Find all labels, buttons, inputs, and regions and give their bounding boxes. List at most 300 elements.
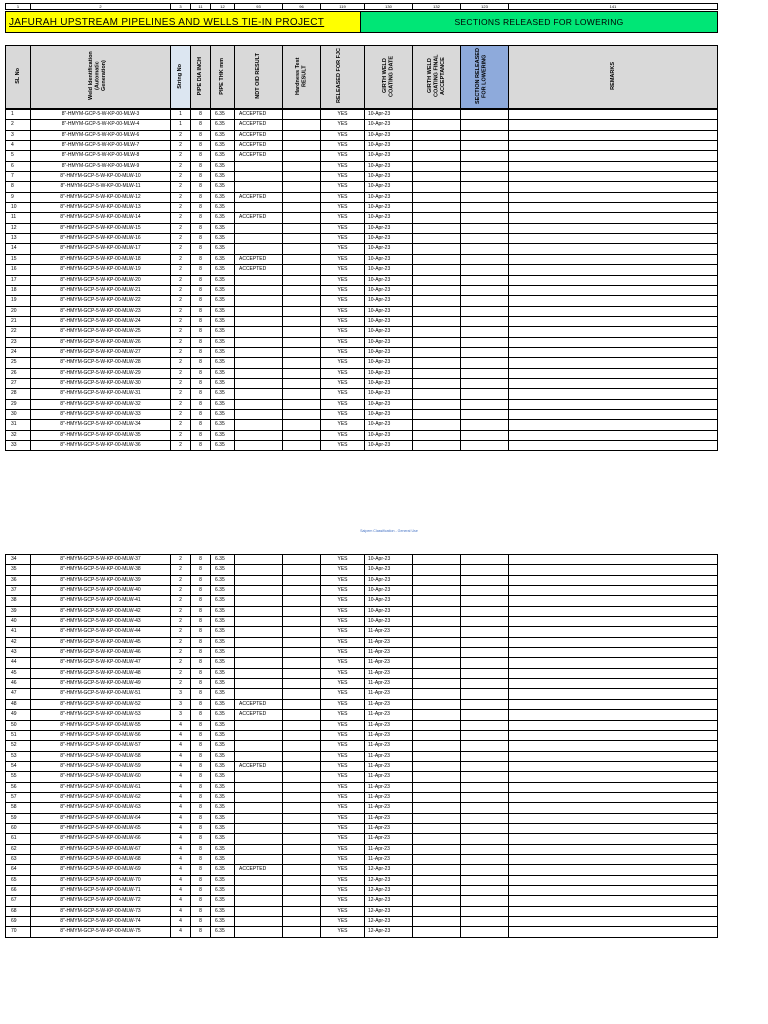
coating-date-cell[interactable]: 10-Apr-23 — [365, 203, 413, 213]
coating-date-cell[interactable]: 10-Apr-23 — [365, 565, 413, 575]
ndt-result-cell[interactable] — [235, 306, 283, 316]
pipe-dia-cell[interactable]: 8 — [191, 782, 211, 792]
string-no-cell[interactable]: 4 — [171, 844, 191, 854]
pipe-thk-cell[interactable]: 6.35 — [211, 606, 235, 616]
string-no-cell[interactable]: 2 — [171, 296, 191, 306]
ndt-result-cell[interactable] — [235, 772, 283, 782]
string-no-cell[interactable]: 4 — [171, 896, 191, 906]
sl-no-cell[interactable]: 50 — [6, 720, 31, 730]
pipe-dia-cell[interactable]: 8 — [191, 555, 211, 565]
pipe-dia-cell[interactable]: 8 — [191, 658, 211, 668]
ndt-result-cell[interactable] — [235, 337, 283, 347]
section-released-cell[interactable] — [461, 141, 509, 151]
hardness-cell[interactable] — [283, 182, 321, 192]
pipe-thk-cell[interactable]: 6.35 — [211, 648, 235, 658]
remarks-cell[interactable] — [509, 710, 718, 720]
released-fjc-cell[interactable]: YES — [321, 254, 365, 264]
pipe-thk-cell[interactable]: 6.35 — [211, 896, 235, 906]
remarks-cell[interactable] — [509, 316, 718, 326]
pipe-thk-cell[interactable]: 6.35 — [211, 710, 235, 720]
pipe-dia-cell[interactable]: 8 — [191, 854, 211, 864]
ndt-result-cell[interactable] — [235, 275, 283, 285]
weld-id-cell[interactable]: 8"-HMYM-GCP-5-W-KP-00-MLW-15 — [31, 223, 171, 233]
coating-date-cell[interactable]: 11-Apr-23 — [365, 834, 413, 844]
pipe-dia-cell[interactable]: 8 — [191, 917, 211, 927]
coating-date-cell[interactable]: 12-Apr-23 — [365, 917, 413, 927]
string-no-cell[interactable]: 2 — [171, 161, 191, 171]
pipe-thk-cell[interactable]: 6.35 — [211, 596, 235, 606]
section-released-cell[interactable] — [461, 606, 509, 616]
final-acceptance-cell[interactable] — [413, 699, 461, 709]
released-fjc-cell[interactable]: YES — [321, 927, 365, 937]
string-no-cell[interactable]: 4 — [171, 772, 191, 782]
weld-id-cell[interactable]: 8"-HMYM-GCP-5-W-KP-00-MLW-10 — [31, 172, 171, 182]
hardness-cell[interactable] — [283, 823, 321, 833]
released-fjc-cell[interactable]: YES — [321, 751, 365, 761]
final-acceptance-cell[interactable] — [413, 658, 461, 668]
string-no-cell[interactable]: 2 — [171, 586, 191, 596]
hardness-cell[interactable] — [283, 617, 321, 627]
ndt-result-cell[interactable] — [235, 409, 283, 419]
pipe-dia-cell[interactable]: 8 — [191, 285, 211, 295]
final-acceptance-cell[interactable] — [413, 244, 461, 254]
coating-date-cell[interactable]: 12-Apr-23 — [365, 886, 413, 896]
released-fjc-cell[interactable]: YES — [321, 327, 365, 337]
released-fjc-cell[interactable]: YES — [321, 575, 365, 585]
final-acceptance-cell[interactable] — [413, 772, 461, 782]
pipe-thk-cell[interactable]: 6.35 — [211, 886, 235, 896]
sl-no-cell[interactable]: 46 — [6, 679, 31, 689]
remarks-cell[interactable] — [509, 575, 718, 585]
string-no-cell[interactable]: 4 — [171, 761, 191, 771]
released-fjc-cell[interactable]: YES — [321, 710, 365, 720]
pipe-dia-cell[interactable]: 8 — [191, 234, 211, 244]
final-acceptance-cell[interactable] — [413, 234, 461, 244]
sl-no-cell[interactable]: 24 — [6, 347, 31, 357]
section-released-cell[interactable] — [461, 409, 509, 419]
released-fjc-cell[interactable]: YES — [321, 306, 365, 316]
remarks-cell[interactable] — [509, 141, 718, 151]
pipe-dia-cell[interactable]: 8 — [191, 120, 211, 130]
pipe-thk-cell[interactable]: 6.35 — [211, 296, 235, 306]
section-released-cell[interactable] — [461, 327, 509, 337]
final-acceptance-cell[interactable] — [413, 192, 461, 202]
remarks-cell[interactable] — [509, 689, 718, 699]
ndt-result-cell[interactable]: ACCEPTED — [235, 213, 283, 223]
released-fjc-cell[interactable]: YES — [321, 389, 365, 399]
released-fjc-cell[interactable]: YES — [321, 679, 365, 689]
weld-id-cell[interactable]: 8"-HMYM-GCP-5-W-KP-00-MLW-44 — [31, 627, 171, 637]
sl-no-cell[interactable]: 40 — [6, 617, 31, 627]
released-fjc-cell[interactable]: YES — [321, 668, 365, 678]
pipe-dia-cell[interactable]: 8 — [191, 378, 211, 388]
pipe-dia-cell[interactable]: 8 — [191, 368, 211, 378]
string-no-cell[interactable]: 4 — [171, 751, 191, 761]
weld-id-cell[interactable]: 8"-HMYM-GCP-5-W-KP-00-MLW-30 — [31, 378, 171, 388]
section-released-cell[interactable] — [461, 720, 509, 730]
remarks-cell[interactable] — [509, 420, 718, 430]
weld-id-cell[interactable]: 8"-HMYM-GCP-5-W-KP-00-MLW-20 — [31, 275, 171, 285]
section-released-cell[interactable] — [461, 234, 509, 244]
coating-date-cell[interactable]: 10-Apr-23 — [365, 586, 413, 596]
coating-date-cell[interactable]: 10-Apr-23 — [365, 192, 413, 202]
pipe-thk-cell[interactable]: 6.35 — [211, 223, 235, 233]
sl-no-cell[interactable]: 45 — [6, 668, 31, 678]
section-released-cell[interactable] — [461, 637, 509, 647]
weld-id-cell[interactable]: 8"-HMYM-GCP-5-W-KP-00-MLW-61 — [31, 782, 171, 792]
coating-date-cell[interactable]: 10-Apr-23 — [365, 430, 413, 440]
remarks-cell[interactable] — [509, 854, 718, 864]
final-acceptance-cell[interactable] — [413, 586, 461, 596]
weld-id-cell[interactable]: 8"-HMYM-GCP-5-W-KP-00-MLW-7 — [31, 141, 171, 151]
hardness-cell[interactable] — [283, 792, 321, 802]
final-acceptance-cell[interactable] — [413, 265, 461, 275]
section-released-cell[interactable] — [461, 782, 509, 792]
weld-id-cell[interactable]: 8"-HMYM-GCP-5-W-KP-00-MLW-16 — [31, 234, 171, 244]
weld-id-cell[interactable]: 8"-HMYM-GCP-5-W-KP-00-MLW-68 — [31, 854, 171, 864]
weld-id-cell[interactable]: 8"-HMYM-GCP-5-W-KP-00-MLW-52 — [31, 699, 171, 709]
ndt-result-cell[interactable] — [235, 223, 283, 233]
final-acceptance-cell[interactable] — [413, 906, 461, 916]
string-no-cell[interactable]: 4 — [171, 823, 191, 833]
hardness-cell[interactable] — [283, 151, 321, 161]
weld-id-cell[interactable]: 8"-HMYM-GCP-5-W-KP-00-MLW-25 — [31, 327, 171, 337]
hardness-cell[interactable] — [283, 327, 321, 337]
string-no-cell[interactable]: 2 — [171, 617, 191, 627]
pipe-thk-cell[interactable]: 6.35 — [211, 555, 235, 565]
pipe-dia-cell[interactable]: 8 — [191, 699, 211, 709]
pipe-dia-cell[interactable]: 8 — [191, 296, 211, 306]
hardness-cell[interactable] — [283, 223, 321, 233]
weld-id-cell[interactable]: 8"-HMYM-GCP-5-W-KP-00-MLW-28 — [31, 358, 171, 368]
hardness-cell[interactable] — [283, 141, 321, 151]
remarks-cell[interactable] — [509, 761, 718, 771]
remarks-cell[interactable] — [509, 254, 718, 264]
final-acceptance-cell[interactable] — [413, 141, 461, 151]
pipe-thk-cell[interactable]: 6.35 — [211, 182, 235, 192]
pipe-thk-cell[interactable]: 6.35 — [211, 234, 235, 244]
final-acceptance-cell[interactable] — [413, 823, 461, 833]
pipe-thk-cell[interactable]: 6.35 — [211, 161, 235, 171]
section-released-cell[interactable] — [461, 575, 509, 585]
section-released-cell[interactable] — [461, 772, 509, 782]
remarks-cell[interactable] — [509, 741, 718, 751]
pipe-dia-cell[interactable]: 8 — [191, 720, 211, 730]
sl-no-cell[interactable]: 53 — [6, 751, 31, 761]
sl-no-cell[interactable]: 19 — [6, 296, 31, 306]
released-fjc-cell[interactable]: YES — [321, 409, 365, 419]
pipe-dia-cell[interactable]: 8 — [191, 710, 211, 720]
weld-id-cell[interactable]: 8"-HMYM-GCP-5-W-KP-00-MLW-42 — [31, 606, 171, 616]
weld-id-cell[interactable]: 8"-HMYM-GCP-5-W-KP-00-MLW-24 — [31, 316, 171, 326]
section-released-cell[interactable] — [461, 917, 509, 927]
coating-date-cell[interactable]: 11-Apr-23 — [365, 772, 413, 782]
header-pipe-thk[interactable] — [211, 46, 235, 109]
hardness-cell[interactable] — [283, 285, 321, 295]
ndt-result-cell[interactable] — [235, 617, 283, 627]
hardness-cell[interactable] — [283, 699, 321, 709]
released-fjc-cell[interactable]: YES — [321, 203, 365, 213]
string-no-cell[interactable]: 2 — [171, 637, 191, 647]
hardness-cell[interactable] — [283, 430, 321, 440]
remarks-cell[interactable] — [509, 720, 718, 730]
section-released-cell[interactable] — [461, 244, 509, 254]
ndt-result-cell[interactable] — [235, 689, 283, 699]
released-fjc-cell[interactable]: YES — [321, 689, 365, 699]
section-released-cell[interactable] — [461, 803, 509, 813]
remarks-cell[interactable] — [509, 865, 718, 875]
final-acceptance-cell[interactable] — [413, 213, 461, 223]
final-acceptance-cell[interactable] — [413, 296, 461, 306]
pipe-dia-cell[interactable]: 8 — [191, 761, 211, 771]
pipe-dia-cell[interactable]: 8 — [191, 606, 211, 616]
string-no-cell[interactable]: 2 — [171, 306, 191, 316]
pipe-thk-cell[interactable]: 6.35 — [211, 792, 235, 802]
pipe-thk-cell[interactable]: 6.35 — [211, 699, 235, 709]
ndt-result-cell[interactable] — [235, 637, 283, 647]
weld-id-cell[interactable]: 8"-HMYM-GCP-5-W-KP-00-MLW-49 — [31, 679, 171, 689]
ndt-result-cell[interactable] — [235, 803, 283, 813]
pipe-thk-cell[interactable]: 6.35 — [211, 772, 235, 782]
sl-no-cell[interactable]: 64 — [6, 865, 31, 875]
weld-id-cell[interactable]: 8"-HMYM-GCP-5-W-KP-00-MLW-70 — [31, 875, 171, 885]
pipe-dia-cell[interactable]: 8 — [191, 389, 211, 399]
hardness-cell[interactable] — [283, 648, 321, 658]
coating-date-cell[interactable]: 11-Apr-23 — [365, 658, 413, 668]
ndt-result-cell[interactable] — [235, 596, 283, 606]
section-released-cell[interactable] — [461, 658, 509, 668]
section-released-cell[interactable] — [461, 347, 509, 357]
coating-date-cell[interactable]: 10-Apr-23 — [365, 234, 413, 244]
sl-no-cell[interactable]: 22 — [6, 327, 31, 337]
pipe-dia-cell[interactable]: 8 — [191, 275, 211, 285]
string-no-cell[interactable]: 2 — [171, 275, 191, 285]
remarks-cell[interactable] — [509, 699, 718, 709]
pipe-thk-cell[interactable]: 6.35 — [211, 327, 235, 337]
ndt-result-cell[interactable]: ACCEPTED — [235, 141, 283, 151]
final-acceptance-cell[interactable] — [413, 254, 461, 264]
remarks-cell[interactable] — [509, 886, 718, 896]
remarks-cell[interactable] — [509, 751, 718, 761]
weld-id-cell[interactable]: 8"-HMYM-GCP-5-W-KP-00-MLW-26 — [31, 337, 171, 347]
hardness-cell[interactable] — [283, 803, 321, 813]
string-no-cell[interactable]: 2 — [171, 141, 191, 151]
section-released-cell[interactable] — [461, 389, 509, 399]
sl-no-cell[interactable]: 69 — [6, 917, 31, 927]
weld-id-cell[interactable]: 8"-HMYM-GCP-5-W-KP-00-MLW-21 — [31, 285, 171, 295]
coating-date-cell[interactable]: 11-Apr-23 — [365, 648, 413, 658]
header-released-fjc[interactable] — [321, 46, 365, 109]
ndt-result-cell[interactable] — [235, 389, 283, 399]
ndt-result-cell[interactable]: ACCEPTED — [235, 699, 283, 709]
remarks-cell[interactable] — [509, 223, 718, 233]
pipe-thk-cell[interactable]: 6.35 — [211, 420, 235, 430]
pipe-thk-cell[interactable]: 6.35 — [211, 285, 235, 295]
coating-date-cell[interactable]: 11-Apr-23 — [365, 730, 413, 740]
ndt-result-cell[interactable] — [235, 730, 283, 740]
pipe-dia-cell[interactable]: 8 — [191, 834, 211, 844]
released-fjc-cell[interactable]: YES — [321, 213, 365, 223]
coating-date-cell[interactable]: 12-Apr-23 — [365, 865, 413, 875]
sl-no-cell[interactable]: 36 — [6, 575, 31, 585]
final-acceptance-cell[interactable] — [413, 927, 461, 937]
string-no-cell[interactable]: 2 — [171, 596, 191, 606]
sl-no-cell[interactable]: 25 — [6, 358, 31, 368]
released-fjc-cell[interactable]: YES — [321, 834, 365, 844]
sl-no-cell[interactable]: 70 — [6, 927, 31, 937]
hardness-cell[interactable] — [283, 586, 321, 596]
string-no-cell[interactable]: 3 — [171, 699, 191, 709]
pipe-thk-cell[interactable]: 6.35 — [211, 389, 235, 399]
final-acceptance-cell[interactable] — [413, 886, 461, 896]
remarks-cell[interactable] — [509, 120, 718, 130]
ndt-result-cell[interactable] — [235, 234, 283, 244]
string-no-cell[interactable]: 2 — [171, 172, 191, 182]
final-acceptance-cell[interactable] — [413, 751, 461, 761]
remarks-cell[interactable] — [509, 586, 718, 596]
sl-no-cell[interactable]: 57 — [6, 792, 31, 802]
section-released-cell[interactable] — [461, 213, 509, 223]
final-acceptance-cell[interactable] — [413, 617, 461, 627]
ndt-result-cell[interactable] — [235, 586, 283, 596]
pipe-dia-cell[interactable]: 8 — [191, 110, 211, 120]
coating-date-cell[interactable]: 10-Apr-23 — [365, 275, 413, 285]
final-acceptance-cell[interactable] — [413, 337, 461, 347]
ndt-result-cell[interactable] — [235, 792, 283, 802]
hardness-cell[interactable] — [283, 875, 321, 885]
section-released-cell[interactable] — [461, 130, 509, 140]
section-released-cell[interactable] — [461, 865, 509, 875]
pipe-thk-cell[interactable]: 6.35 — [211, 720, 235, 730]
string-no-cell[interactable]: 2 — [171, 223, 191, 233]
final-acceptance-cell[interactable] — [413, 668, 461, 678]
string-no-cell[interactable]: 2 — [171, 337, 191, 347]
final-acceptance-cell[interactable] — [413, 896, 461, 906]
released-fjc-cell[interactable]: YES — [321, 772, 365, 782]
released-fjc-cell[interactable]: YES — [321, 896, 365, 906]
remarks-cell[interactable] — [509, 896, 718, 906]
remarks-cell[interactable] — [509, 172, 718, 182]
remarks-cell[interactable] — [509, 906, 718, 916]
pipe-thk-cell[interactable]: 6.35 — [211, 906, 235, 916]
header-pipe-dia[interactable] — [191, 46, 211, 109]
pipe-dia-cell[interactable]: 8 — [191, 254, 211, 264]
final-acceptance-cell[interactable] — [413, 120, 461, 130]
sl-no-cell[interactable]: 8 — [6, 182, 31, 192]
final-acceptance-cell[interactable] — [413, 327, 461, 337]
weld-id-cell[interactable]: 8"-HMYM-GCP-5-W-KP-00-MLW-8 — [31, 151, 171, 161]
hardness-cell[interactable] — [283, 368, 321, 378]
pipe-dia-cell[interactable]: 8 — [191, 430, 211, 440]
string-no-cell[interactable]: 4 — [171, 813, 191, 823]
remarks-cell[interactable] — [509, 192, 718, 202]
remarks-cell[interactable] — [509, 441, 718, 451]
section-released-cell[interactable] — [461, 896, 509, 906]
weld-id-cell[interactable]: 8"-HMYM-GCP-5-W-KP-00-MLW-12 — [31, 192, 171, 202]
section-released-cell[interactable] — [461, 565, 509, 575]
string-no-cell[interactable]: 2 — [171, 420, 191, 430]
coating-date-cell[interactable]: 11-Apr-23 — [365, 720, 413, 730]
pipe-thk-cell[interactable]: 6.35 — [211, 110, 235, 120]
sl-no-cell[interactable]: 41 — [6, 627, 31, 637]
weld-id-cell[interactable]: 8"-HMYM-GCP-5-W-KP-00-MLW-66 — [31, 834, 171, 844]
pipe-dia-cell[interactable]: 8 — [191, 865, 211, 875]
hardness-cell[interactable] — [283, 378, 321, 388]
sl-no-cell[interactable]: 48 — [6, 699, 31, 709]
released-fjc-cell[interactable]: YES — [321, 368, 365, 378]
weld-id-cell[interactable]: 8"-HMYM-GCP-5-W-KP-00-MLW-43 — [31, 617, 171, 627]
weld-id-cell[interactable]: 8"-HMYM-GCP-5-W-KP-00-MLW-72 — [31, 896, 171, 906]
hardness-cell[interactable] — [283, 927, 321, 937]
final-acceptance-cell[interactable] — [413, 803, 461, 813]
sl-no-cell[interactable]: 9 — [6, 192, 31, 202]
remarks-cell[interactable] — [509, 130, 718, 140]
header-section-released[interactable] — [461, 46, 509, 109]
coating-date-cell[interactable]: 11-Apr-23 — [365, 782, 413, 792]
remarks-cell[interactable] — [509, 244, 718, 254]
pipe-thk-cell[interactable]: 6.35 — [211, 917, 235, 927]
ndt-result-cell[interactable] — [235, 161, 283, 171]
coating-date-cell[interactable]: 10-Apr-23 — [365, 441, 413, 451]
weld-id-cell[interactable]: 8"-HMYM-GCP-5-W-KP-00-MLW-41 — [31, 596, 171, 606]
hardness-cell[interactable] — [283, 161, 321, 171]
pipe-thk-cell[interactable]: 6.35 — [211, 275, 235, 285]
hardness-cell[interactable] — [283, 865, 321, 875]
pipe-thk-cell[interactable]: 6.35 — [211, 679, 235, 689]
final-acceptance-cell[interactable] — [413, 441, 461, 451]
sl-no-cell[interactable]: 42 — [6, 637, 31, 647]
section-released-cell[interactable] — [461, 555, 509, 565]
coating-date-cell[interactable]: 12-Apr-23 — [365, 927, 413, 937]
string-no-cell[interactable]: 2 — [171, 182, 191, 192]
section-released-cell[interactable] — [461, 699, 509, 709]
pipe-thk-cell[interactable]: 6.35 — [211, 358, 235, 368]
released-fjc-cell[interactable]: YES — [321, 120, 365, 130]
pipe-thk-cell[interactable]: 6.35 — [211, 823, 235, 833]
coating-date-cell[interactable]: 10-Apr-23 — [365, 130, 413, 140]
string-no-cell[interactable]: 4 — [171, 854, 191, 864]
pipe-dia-cell[interactable]: 8 — [191, 637, 211, 647]
sl-no-cell[interactable]: 59 — [6, 813, 31, 823]
ndt-result-cell[interactable] — [235, 844, 283, 854]
section-released-cell[interactable] — [461, 906, 509, 916]
sl-no-cell[interactable]: 60 — [6, 823, 31, 833]
sl-no-cell[interactable]: 7 — [6, 172, 31, 182]
section-released-cell[interactable] — [461, 378, 509, 388]
pipe-dia-cell[interactable]: 8 — [191, 203, 211, 213]
final-acceptance-cell[interactable] — [413, 648, 461, 658]
remarks-cell[interactable] — [509, 917, 718, 927]
remarks-cell[interactable] — [509, 823, 718, 833]
sl-no-cell[interactable]: 12 — [6, 223, 31, 233]
coating-date-cell[interactable]: 10-Apr-23 — [365, 327, 413, 337]
remarks-cell[interactable] — [509, 627, 718, 637]
string-no-cell[interactable]: 2 — [171, 265, 191, 275]
section-released-cell[interactable] — [461, 151, 509, 161]
weld-id-cell[interactable]: 8"-HMYM-GCP-5-W-KP-00-MLW-67 — [31, 844, 171, 854]
ndt-result-cell[interactable] — [235, 441, 283, 451]
coating-date-cell[interactable]: 11-Apr-23 — [365, 844, 413, 854]
hardness-cell[interactable] — [283, 244, 321, 254]
pipe-thk-cell[interactable]: 6.35 — [211, 306, 235, 316]
ndt-result-cell[interactable]: ACCEPTED — [235, 120, 283, 130]
string-no-cell[interactable]: 2 — [171, 213, 191, 223]
released-fjc-cell[interactable]: YES — [321, 555, 365, 565]
released-fjc-cell[interactable]: YES — [321, 265, 365, 275]
weld-id-cell[interactable]: 8"-HMYM-GCP-5-W-KP-00-MLW-74 — [31, 917, 171, 927]
section-released-cell[interactable] — [461, 730, 509, 740]
coating-date-cell[interactable]: 11-Apr-23 — [365, 710, 413, 720]
